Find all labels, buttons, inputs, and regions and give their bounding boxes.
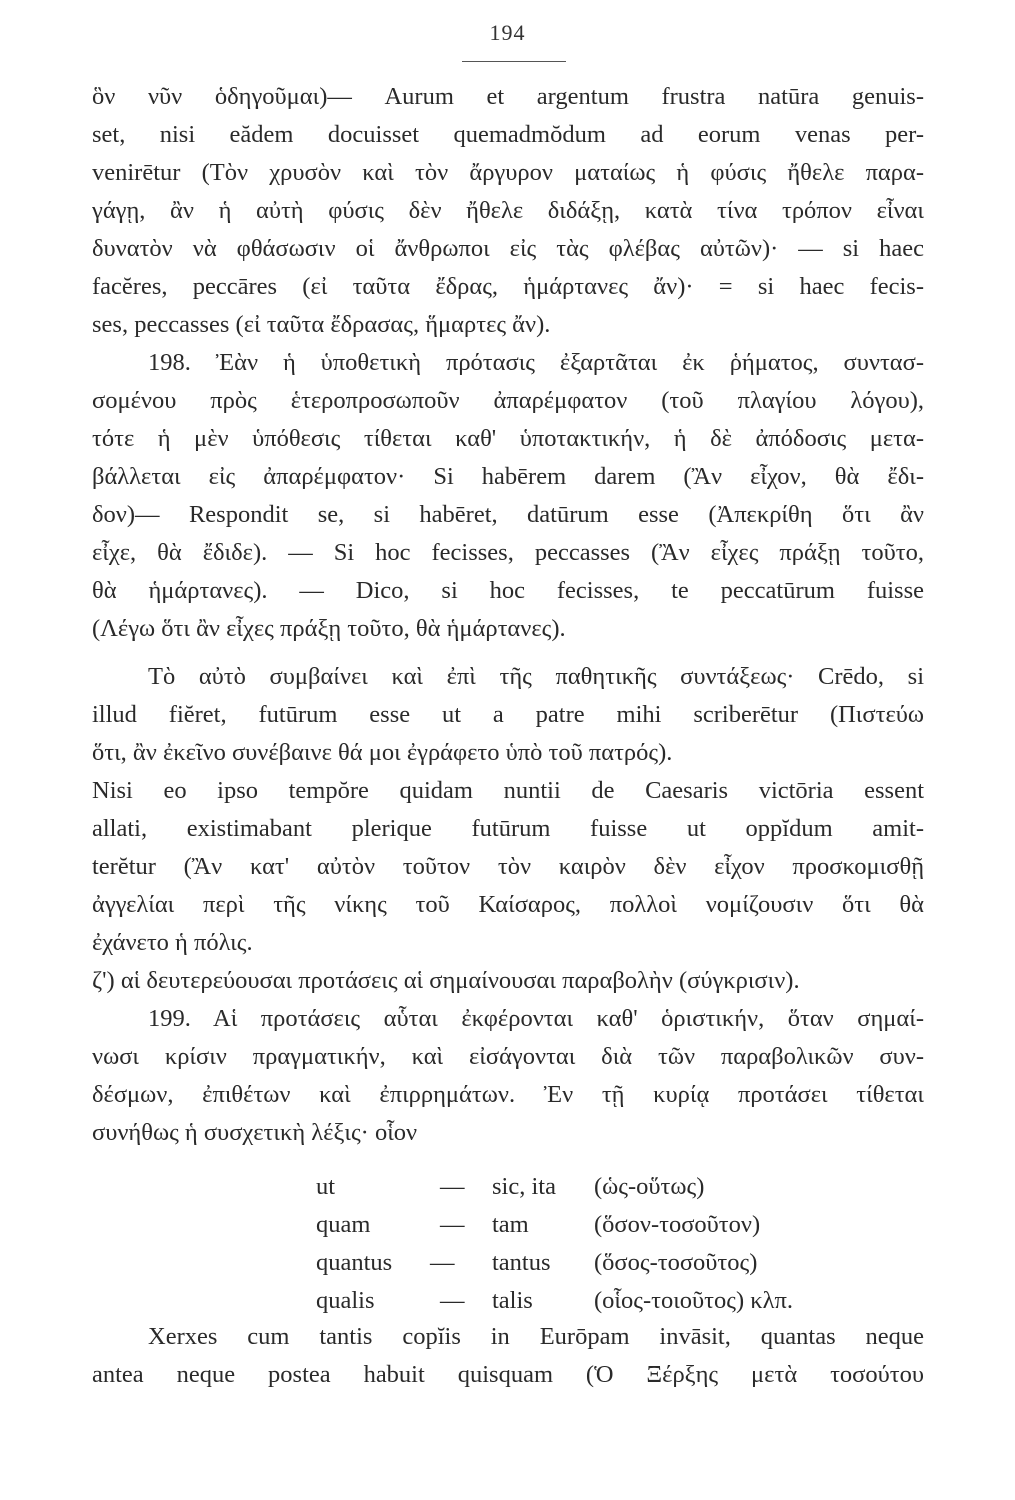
text-line: Nisi eo ipso tempŏre quidam nuntii de Caesaris victōria essent — [92, 777, 924, 804]
subsection-heading: ζ') αἱ δευτερεύουσαι προτάσεις αἱ σημαίνουσαι παραβολὴν (σύγκρισιν). — [92, 967, 800, 994]
text-line: ses, peccasses (εἰ ταῦτα ἔδρασας, ἥμαρτες ἄν). — [92, 311, 551, 338]
text-line: δον)— Respondit se, si habēret, datūrum esse (Ἀπεκρίθη ὅτι ἂν — [92, 501, 924, 528]
correlative-row — [0, 1282, 1015, 1320]
text-line: δέσμων, ἐπιθέτων καὶ ἐπιρρημάτων. Ἐν τῇ κυρίᾳ προτάσει τίθεται — [92, 1081, 924, 1108]
correlative-row — [0, 1168, 1015, 1206]
text-line: venirētur (Τὸν χρυσὸν καὶ τὸν ἄργυρον ματαίως ἡ φύσις ἤθελε παρα- — [92, 159, 924, 186]
text-line: γάγῃ, ἂν ἡ αὐτὴ φύσις δὲν ἤθελε διδάξῃ, κατὰ τίνα τρόπον εἶναι — [92, 197, 924, 224]
latin-relative: quam — [316, 1211, 371, 1238]
text-line: ὅτι, ἂν ἐκεῖνο συνέβαινε θά μοι ἐγράφετο ὑπὸ τοῦ πατρός). — [92, 739, 673, 766]
text-line: illud fiĕret, futūrum esse ut a patre mihi scriberētur (Πιστεύω — [92, 701, 924, 728]
greek-equivalent: (οἷος-τοιοῦτος) κλπ. — [594, 1287, 793, 1314]
text-line: σομένου πρὸς ἑτεροπροσωποῦν ἀπαρέμφατον (τοῦ πλαγίου λόγου), — [92, 387, 924, 414]
latin-correlate: sic, ita — [492, 1173, 556, 1200]
latin-correlate: tam — [492, 1211, 529, 1238]
greek-equivalent: (ὅσος-τοσοῦτος) — [594, 1249, 758, 1276]
text-line: facĕres, peccāres (εἰ ταῦτα ἔδρας, ἡμάρτανες ἄν)· = si haec fecis- — [92, 273, 924, 300]
text-line: (Λέγω ὅτι ἂν εἶχες πράξῃ τοῦτο, θὰ ἡμάρτανες). — [92, 615, 566, 642]
text-line: antea neque postea habuit quisquam (Ὁ Ξέρξης μετὰ τοσούτου — [92, 1361, 924, 1388]
greek-equivalent: (ὅσον-τοσοῦτον) — [594, 1211, 761, 1238]
correlative-row — [0, 1206, 1015, 1244]
text-line: δυνατὸν νὰ φθάσωσιν οἱ ἄνθρωποι εἰς τὰς φλέβας αὐτῶν)· — si haec — [92, 235, 924, 262]
text-line: ἐχάνετο ἡ πόλις. — [92, 929, 253, 956]
example-start: Xerxes cum tantis copĭis in Eurōpam invāsit, quantas neque — [148, 1323, 924, 1350]
latin-correlate: talis — [492, 1287, 533, 1314]
latin-correlate: tantus — [492, 1249, 551, 1276]
correlative-row — [0, 1244, 1015, 1282]
text-line: συνήθως ἡ συσχετικὴ λέξις· οἷον — [92, 1119, 418, 1146]
header-rule — [462, 61, 566, 62]
paragraph-start: Τὸ αὐτὸ συμβαίνει καὶ ἐπὶ τῆς παθητικῆς συντάξεως· Crēdo, si — [148, 663, 924, 690]
text-line: ἀγγελίαι περὶ τῆς νίκης τοῦ Καίσαρος, πολλοὶ νομίζουσιν ὅτι θὰ — [92, 891, 924, 918]
text-line: θὰ ἡμάρτανες). — Dico, si hoc fecisses, te peccatūrum fuisse — [92, 577, 924, 604]
latin-relative: qualis — [316, 1287, 375, 1314]
latin-relative: ut — [316, 1173, 336, 1200]
section-199-start: 199. Αἱ προτάσεις αὗται ἐκφέρονται καθ' ὁριστικήν, ὅταν σημαί- — [148, 1005, 924, 1032]
page-number: 194 — [489, 20, 526, 45]
section-198-start: 198. Ἐὰν ἡ ὑποθετικὴ πρότασις ἐξαρτᾶται ἐκ ῥήματος, συντασ- — [148, 349, 924, 376]
latin-relative: quantus — [316, 1249, 393, 1276]
text-line: ὃν νῦν ὁδηγοῦμαι)— Aurum et argentum frustra natūra genuis- — [92, 83, 924, 110]
text-line: τότε ἡ μὲν ὑπόθεσις τίθεται καθ' ὑποτακτικήν, ἡ δὲ ἀπόδοσις μετα- — [92, 425, 924, 452]
text-line: νωσι κρίσιν πραγματικήν, καὶ εἰσάγονται διὰ τῶν παραβολικῶν συν- — [92, 1043, 924, 1070]
text-line: allati, existimabant plerique futūrum fuisse ut oppĭdum amit- — [92, 815, 924, 842]
dash: — — [440, 1173, 465, 1200]
text-line: set, nisi eădem docuisset quemadmŏdum ad eorum venas per- — [92, 121, 924, 148]
text-line: εἶχε, θὰ ἔδιδε). — Si hoc fecisses, peccasses (Ἂν εἶχες πράξῃ τοῦτο, — [92, 539, 924, 566]
greek-equivalent: (ὡς-οὕτως) — [594, 1173, 705, 1200]
text-line: βάλλεται εἰς ἀπαρέμφατον· Si habērem darem (Ἂν εἶχον, θὰ ἔδι- — [92, 463, 924, 490]
dash: — — [430, 1249, 455, 1276]
dash: — — [440, 1211, 465, 1238]
dash: — — [440, 1287, 465, 1314]
text-line: terĕtur (Ἂν κατ' αὐτὸν τοῦτον τὸν καιρὸν δὲν εἶχον προσκομισθῇ — [92, 853, 924, 880]
